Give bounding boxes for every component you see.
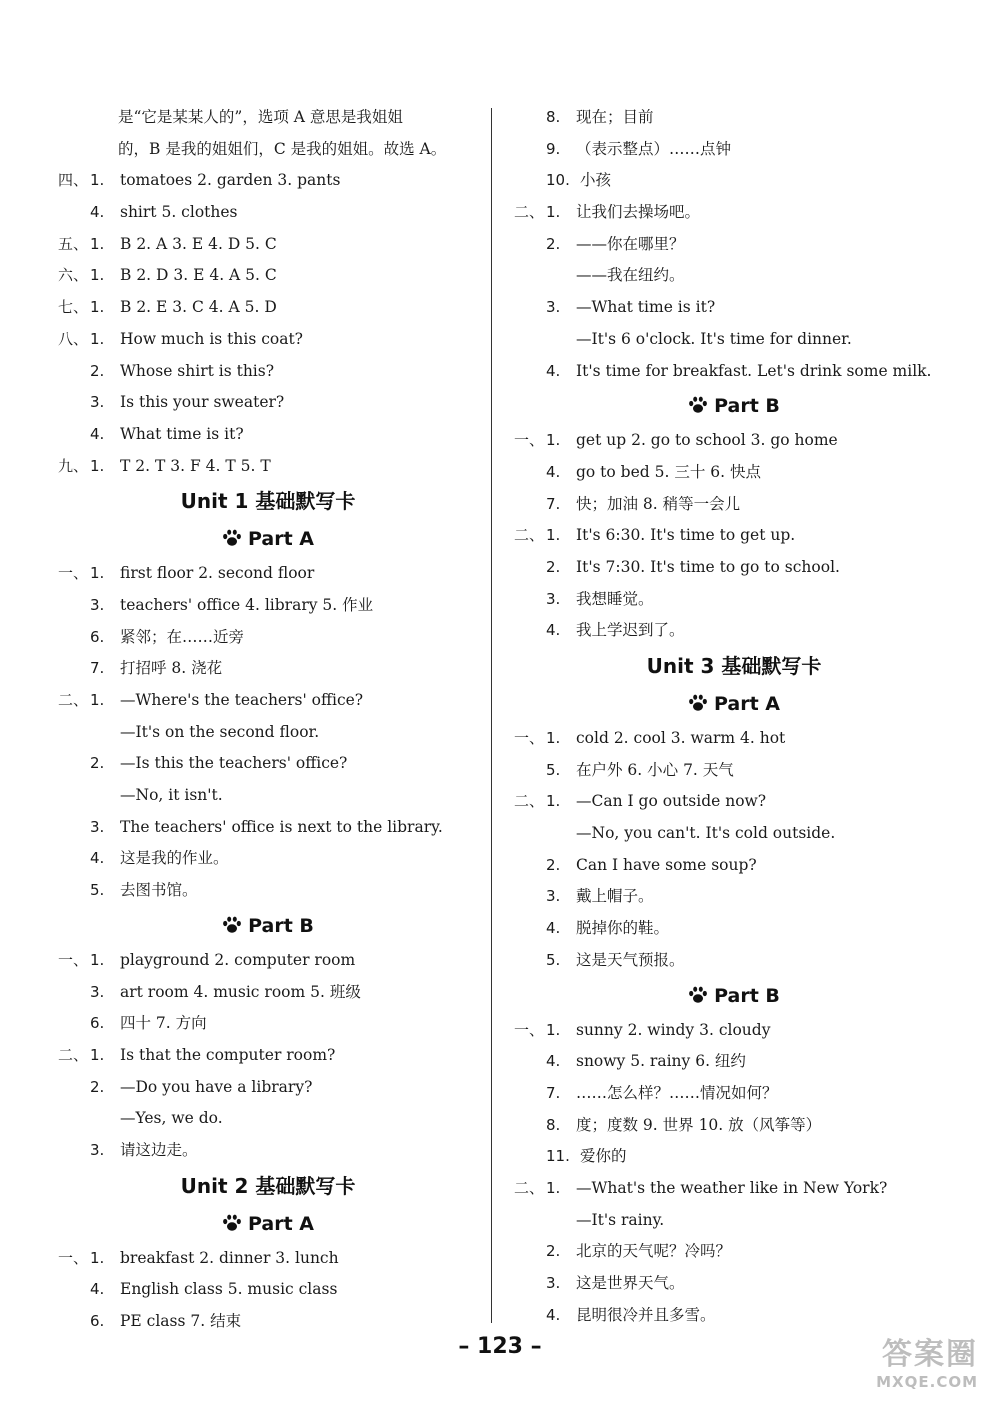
part-heading [58,1205,478,1243]
answer-text: Is that the computer room? [120,1045,336,1064]
item-number: 5. [90,881,105,900]
answer-text: It's time for breakfast. Let's drink some milk. [576,361,932,380]
answer-line [514,881,954,913]
answer-text: teachers' office 4. library 5. 作业 [120,595,374,614]
answer-line [514,552,954,584]
item-number: 9. [546,139,561,158]
item-number: 4. [546,621,561,640]
watermark-bottom: MXQE.COM [876,1373,978,1391]
answer-line [514,945,954,977]
item-number: 1. [546,431,561,450]
item-number: 1. [90,950,105,969]
answer-text: 小孩 [580,171,612,190]
answer-text: 请这边走。 [120,1140,198,1159]
answer-text: Can I have some soup? [576,855,757,874]
section-number: 二、 [514,1178,545,1197]
answer-line [58,1040,478,1072]
answer-text: It's 6:30. It's time to get up. [576,526,796,545]
part-heading [514,977,954,1015]
answer-line [514,818,954,850]
answer-line [514,615,954,647]
answer-text: —What's the weather like in New York? [576,1178,888,1197]
answer-line [58,134,478,166]
paw-icon [222,529,242,547]
paw-icon [688,986,708,1004]
watermark-logo [828,1329,978,1391]
page-number: – 123 – [458,1334,542,1359]
answer-line [58,165,478,197]
item-number: 1. [546,1020,561,1039]
answer-text: —Yes, we do. [120,1109,223,1128]
answer-text: —No, you can't. It's cold outside. [576,824,836,843]
answer-text: 这是天气预报。 [576,950,685,969]
answer-line [58,197,478,229]
answer-line [514,260,954,292]
answer-line [514,1205,954,1237]
item-number: 2. [546,557,561,576]
answer-line [58,1135,478,1167]
item-number: 3. [90,1140,105,1159]
item-number: 6. [90,1312,105,1330]
answer-line [58,1306,478,1338]
answer-text: How much is this coat? [120,329,303,348]
answer-text: 我上学迟到了。 [576,621,685,640]
item-number: 2. [90,361,105,380]
answer-line [58,843,478,875]
answer-line [514,1141,954,1173]
answer-line [58,1243,478,1275]
answer-line [514,1046,954,1078]
item-number: 6. [90,627,105,646]
answer-line [58,387,478,419]
answer-text: 打招呼 8. 浇花 [120,659,223,678]
answer-line [514,850,954,882]
section-number: 一、 [58,564,89,583]
watermark-top: 答案圈 [882,1337,978,1372]
section-number: 七、 [58,298,89,317]
item-number: 1. [546,203,561,222]
answer-text: 在户外 6. 小心 7. 天气 [576,760,734,779]
item-number: 4. [90,1280,105,1299]
answer-text: playground 2. computer room [120,950,356,969]
answer-line [58,451,478,483]
item-number: 5. [546,760,561,779]
answer-text: —No, it isn't. [120,786,223,805]
item-number: 3. [90,595,105,614]
item-number: 1. [90,1248,105,1267]
answer-line [514,102,954,134]
answer-text: tomatoes 2. garden 3. pants [120,171,341,190]
answer-line [58,875,478,907]
answer-line [58,590,478,622]
item-number: 1. [546,729,561,747]
answer-text: 让我们去操场吧。 [576,203,701,222]
section-number: 八、 [58,329,89,348]
answer-line [58,945,478,977]
answer-line [514,356,954,388]
answer-line [514,489,954,521]
item-number: 1. [90,329,105,348]
item-number: 7. [90,659,105,678]
answer-line [58,812,478,844]
answer-line [58,653,478,685]
answer-text: B 2. E 3. C 4. A 5. D [120,298,277,317]
answer-text: It's 7:30. It's time to go to school. [576,557,840,576]
answer-text: The teachers' office is next to the library. [120,817,443,836]
answer-text: —It's on the second floor. [120,722,320,741]
answer-text: 脱掉你的鞋。 [576,919,670,938]
answer-text: go to bed 5. 三十 6. 快点 [576,462,761,481]
answer-line [58,558,478,590]
item-number: 4. [546,361,561,380]
answer-text: ——我在纽约。 [576,266,685,285]
item-number: 3. [546,887,561,906]
item-number: 2. [546,855,561,874]
answer-text: cold 2. cool 3. warm 4. hot [576,729,786,747]
answer-text: 四十 7. 方向 [120,1014,207,1033]
part-label: Part A [713,693,780,715]
answer-text: 度；度数 9. 世界 10. 放（风筝等） [576,1115,822,1134]
section-number: 六、 [58,266,89,285]
item-number: 1. [90,234,105,253]
answer-line [58,102,478,134]
right-column [514,102,954,1331]
answer-text: —Can I go outside now? [576,792,767,811]
item-number: 8. [546,108,561,126]
answer-line [58,1008,478,1040]
answer-line [514,913,954,945]
answer-line [58,1274,478,1306]
answer-text: 我想睡觉。 [576,589,654,608]
part-label: Part A [247,1212,314,1235]
answer-text: B 2. A 3. E 4. D 5. C [120,234,277,253]
answer-text: —Is this the teachers' office? [120,754,348,773]
answer-text: breakfast 2. dinner 3. lunch [120,1248,339,1267]
paw-icon [222,916,242,934]
answer-line [514,1173,954,1205]
item-number: 1. [90,691,105,709]
item-number: 4. [546,1305,561,1324]
item-number: 3. [546,1274,561,1292]
section-number: 一、 [514,729,545,747]
item-number: 1. [90,456,105,475]
answer-text: sunny 2. windy 3. cloudy [576,1020,771,1039]
answer-line [58,748,478,780]
answer-text: —It's rainy. [576,1210,665,1229]
answer-line [58,717,478,749]
answer-line [514,1015,954,1047]
part-label: Part B [714,984,780,1007]
left-column [58,102,478,1338]
paw-icon [688,396,708,414]
section-number: 四、 [58,171,89,190]
section-number: 一、 [58,1248,89,1267]
item-number: 1. [546,1178,561,1197]
section-number: 九、 [58,456,89,475]
answer-line [514,457,954,489]
answer-text: Is this your sweater? [120,393,285,412]
part-heading [514,387,954,425]
answer-text: art room 4. music room 5. 班级 [120,982,361,1001]
section-number: 二、 [514,203,545,222]
item-number: 4. [546,462,561,481]
section-number: 二、 [58,1045,89,1064]
answer-text: PE class 7. 结束 [120,1312,242,1330]
answer-line [58,324,478,356]
answer-line [514,425,954,457]
paw-icon [688,694,708,712]
section-number: 一、 [514,1020,545,1039]
item-number: 4. [90,849,105,868]
item-number: 8. [546,1115,561,1134]
answer-text: —Do you have a library? [120,1077,313,1096]
answer-line [514,786,954,818]
item-number: 4. [90,203,105,222]
answer-line [514,1236,954,1268]
item-number: 2. [546,234,561,253]
item-number: 3. [90,393,105,412]
part-heading [514,685,954,723]
answer-line [58,977,478,1009]
answer-text: （表示整点）……点钟 [576,139,732,158]
answer-line [514,165,954,197]
item-number: 6. [90,1014,105,1033]
item-number: 2. [546,1242,561,1261]
answer-line [58,1072,478,1104]
answer-text: shirt 5. clothes [120,203,238,222]
answer-text: 是“它是某某人的”，选项 A 意思是我姐姐 [118,108,403,126]
answer-text: ……怎么样？……情况如何？ [576,1083,778,1102]
answer-line [514,1268,954,1300]
answer-line [58,685,478,717]
answer-text: 的，B 是我的姐姐们，C 是我的姐姐。故选 A。 [118,139,447,158]
item-number: 2. [90,1077,105,1096]
item-number: 4. [546,919,561,938]
item-number: 3. [90,817,105,836]
answer-text: 这是我的作业。 [120,849,229,868]
answer-text: —What time is it? [576,298,716,317]
answer-text: 快；加油 8. 稍等一会儿 [576,494,741,513]
answer-line [58,292,478,324]
answer-text: T 2. T 3. F 4. T 5. T [120,456,271,475]
section-number: 一、 [514,431,545,450]
section-number: 五、 [58,234,89,253]
item-number: 1. [90,564,105,583]
answer-text: ——你在哪里？ [576,234,685,253]
answer-line [514,520,954,552]
item-number: 3. [546,298,561,317]
item-number: 7. [546,1083,561,1102]
section-number: 二、 [514,792,545,811]
answer-text: 爱你的 [580,1147,627,1166]
unit-heading: Unit 3 基础默写卡 [646,654,822,678]
item-number: 5. [546,950,561,969]
item-number: 4. [546,1052,561,1071]
item-number: 7. [546,494,561,513]
section-number: 二、 [514,526,545,545]
answer-line [58,622,478,654]
answer-line [514,292,954,324]
item-number: 1. [90,298,105,317]
item-number: 3. [90,982,105,1001]
answer-line [514,229,954,261]
section-number: 一、 [58,950,89,969]
answer-text: —Where's the teachers' office? [120,691,364,709]
item-number: 3. [546,589,561,608]
answer-text: —It's 6 o'clock. It's time for dinner. [576,329,852,348]
part-heading [58,520,478,558]
item-number: 4. [90,424,105,443]
item-number: 1. [546,526,561,545]
item-number: 1. [90,266,105,285]
answer-line [514,324,954,356]
answer-text: 紧邻；在……近旁 [120,627,245,646]
answer-line [58,780,478,812]
answer-line [514,134,954,166]
answer-text: 现在；目前 [576,108,654,126]
answer-line [514,755,954,787]
answer-line [514,1078,954,1110]
answer-line [58,229,478,261]
answer-text: 昆明很冷并且多雪。 [576,1305,716,1324]
answer-text: snowy 5. rainy 6. 纽约 [576,1052,746,1071]
paw-icon [222,1214,242,1232]
answer-line [514,197,954,229]
answer-text: 去图书馆。 [120,881,198,900]
answer-line [514,1110,954,1142]
item-number: 10. [546,171,570,190]
item-number: 1. [546,792,561,811]
answer-line [58,419,478,451]
part-label: Part B [714,395,780,418]
answer-text: English class 5. music class [120,1280,338,1299]
part-label: Part B [248,914,314,937]
answer-text: first floor 2. second floor [120,564,315,583]
answer-line [58,1103,478,1135]
answer-line [514,584,954,616]
section-number: 二、 [58,691,89,709]
part-label: Part A [247,528,314,551]
unit-heading: Unit 1 基础默写卡 [180,489,356,514]
column-divider [491,108,492,1323]
answer-text: 戴上帽子。 [576,887,654,906]
answer-text: 北京的天气呢？冷吗？ [576,1242,732,1261]
answer-text: B 2. D 3. E 4. A 5. C [120,266,277,285]
item-number: 1. [90,171,105,190]
answer-text: Whose shirt is this? [120,361,275,380]
unit-heading: Unit 2 基础默写卡 [180,1173,356,1198]
answer-text: What time is it? [120,424,244,443]
item-number: 11. [546,1147,570,1166]
answer-text: 这是世界天气。 [576,1274,685,1292]
answer-line [58,260,478,292]
part-heading [58,907,478,945]
item-number: 2. [90,754,105,773]
answer-line [58,356,478,388]
item-number: 1. [90,1045,105,1064]
answer-text: get up 2. go to school 3. go home [576,431,838,450]
answer-line [514,723,954,755]
answer-line [514,1300,954,1332]
